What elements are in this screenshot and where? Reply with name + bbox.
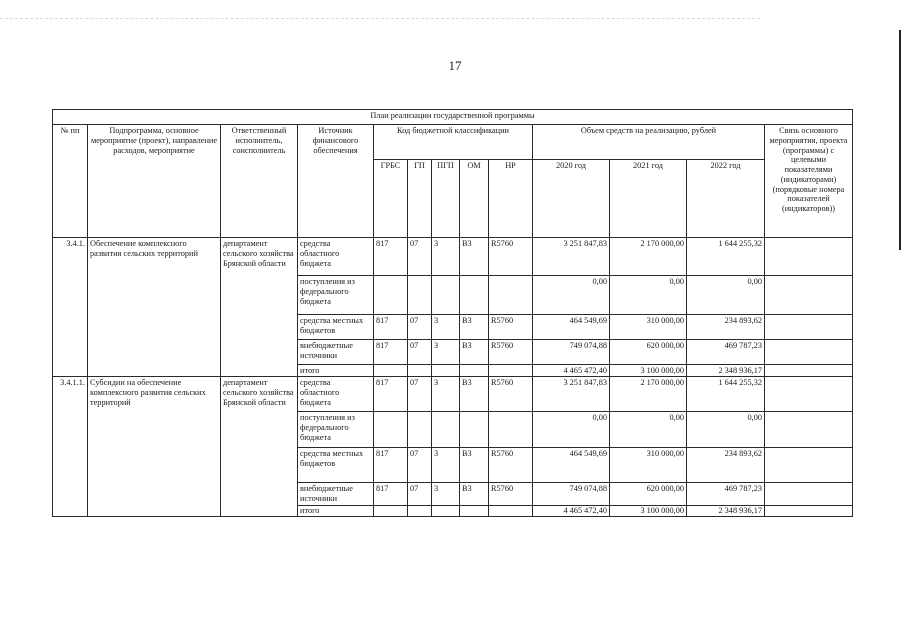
header-link: Связь основного мероприятия, проекта (программы) с целевыми показателями (индикаторами) (порядковые номера показателей (индикаторов)) — [765, 125, 853, 238]
cell-np — [489, 506, 533, 517]
cell-link — [765, 365, 853, 377]
cell-source: внебюджетные источники — [298, 340, 374, 365]
header-executor: Ответственный исполнитель, соисполнитель — [221, 125, 298, 238]
cell-np — [489, 365, 533, 377]
table-caption: План реализации государственной программы — [53, 110, 853, 125]
header-2022: 2022 год — [687, 160, 765, 238]
cell-2022: 234 893,62 — [687, 448, 765, 483]
row-measure-name: Обеспечение комплексного развития сельских территорий — [88, 238, 221, 377]
cell-np: R5760 — [489, 340, 533, 365]
cell-2020: 464 549,69 — [533, 315, 610, 340]
cell-grbs: 817 — [374, 315, 408, 340]
header-num: № пп — [53, 125, 88, 238]
cell-pgp: 3 — [432, 238, 460, 276]
cell-grbs: 817 — [374, 238, 408, 276]
cell-link — [765, 340, 853, 365]
cell-source: поступления из федерального бюджета — [298, 412, 374, 448]
cell-2021: 2 170 000,00 — [610, 377, 687, 412]
cell-pgp: 3 — [432, 448, 460, 483]
cell-2021: 620 000,00 — [610, 340, 687, 365]
cell-2022: 0,00 — [687, 276, 765, 315]
cell-gp: 07 — [408, 315, 432, 340]
cell-gp: 07 — [408, 238, 432, 276]
cell-gp — [408, 412, 432, 448]
scan-edge-line — [899, 30, 901, 250]
row-num: 3.4.1. — [53, 238, 88, 377]
cell-source: средства областного бюджета — [298, 238, 374, 276]
cell-gp: 07 — [408, 483, 432, 506]
cell-pgp — [432, 412, 460, 448]
cell-np: R5760 — [489, 238, 533, 276]
cell-om: В3 — [460, 377, 489, 412]
cell-2020: 0,00 — [533, 412, 610, 448]
cell-grbs: 817 — [374, 377, 408, 412]
cell-pgp: 3 — [432, 377, 460, 412]
cell-grbs: 817 — [374, 448, 408, 483]
row-measure-name: Субсидии на обеспечение комплексного развития сельских территорий — [88, 377, 221, 517]
row-executor: департамент сельского хозяйства Брянской области — [221, 377, 298, 517]
cell-pgp — [432, 365, 460, 377]
cell-source: средства местных бюджетов — [298, 315, 374, 340]
scan-artifact-line — [0, 18, 760, 19]
cell-2021: 620 000,00 — [610, 483, 687, 506]
cell-om: В3 — [460, 238, 489, 276]
cell-grbs — [374, 412, 408, 448]
cell-gp: 07 — [408, 448, 432, 483]
cell-source: средства местных бюджетов — [298, 448, 374, 483]
cell-om: В3 — [460, 483, 489, 506]
cell-om — [460, 365, 489, 377]
cell-link — [765, 276, 853, 315]
cell-2020: 4 465 472,40 — [533, 506, 610, 517]
cell-link — [765, 315, 853, 340]
cell-2020: 749 074,88 — [533, 483, 610, 506]
cell-source: внебюджетные источники — [298, 483, 374, 506]
cell-2022: 1 644 255,32 — [687, 377, 765, 412]
cell-2020: 3 251 847,83 — [533, 377, 610, 412]
cell-link — [765, 506, 853, 517]
cell-2021: 3 100 000,00 — [610, 365, 687, 377]
row-num: 3.4.1.1. — [53, 377, 88, 517]
cell-pgp: 3 — [432, 483, 460, 506]
header-subprogram: Подпрограмма, основное мероприятие (проект), направление расходов, мероприятие — [88, 125, 221, 238]
cell-2022: 2 348 936,17 — [687, 365, 765, 377]
cell-link — [765, 448, 853, 483]
cell-link — [765, 483, 853, 506]
cell-link — [765, 377, 853, 412]
cell-pgp — [432, 506, 460, 517]
cell-2021: 0,00 — [610, 412, 687, 448]
cell-grbs: 817 — [374, 340, 408, 365]
header-2021: 2021 год — [610, 160, 687, 238]
cell-2022: 1 644 255,32 — [687, 238, 765, 276]
cell-2021: 0,00 — [610, 276, 687, 315]
cell-gp: 07 — [408, 340, 432, 365]
cell-gp: 07 — [408, 377, 432, 412]
cell-grbs — [374, 365, 408, 377]
cell-2022: 234 893,62 — [687, 315, 765, 340]
cell-2022: 469 787,23 — [687, 340, 765, 365]
cell-2020: 749 074,88 — [533, 340, 610, 365]
cell-om — [460, 412, 489, 448]
cell-om: В3 — [460, 448, 489, 483]
cell-np: R5760 — [489, 483, 533, 506]
cell-np: R5760 — [489, 315, 533, 340]
header-pgp: ПГП — [432, 160, 460, 238]
header-om: ОМ — [460, 160, 489, 238]
plan-table — [52, 109, 853, 517]
cell-np: R5760 — [489, 377, 533, 412]
header-budget-code: Код бюджетной классификации — [374, 125, 533, 160]
cell-link — [765, 238, 853, 276]
cell-om — [460, 276, 489, 315]
cell-source: итого — [298, 506, 374, 517]
header-2020: 2020 год — [533, 160, 610, 238]
cell-2022: 0,00 — [687, 412, 765, 448]
header-gp: ГП — [408, 160, 432, 238]
cell-source: средства областного бюджета — [298, 377, 374, 412]
cell-source: итого — [298, 365, 374, 377]
cell-om: В3 — [460, 340, 489, 365]
cell-2020: 464 549,69 — [533, 448, 610, 483]
cell-2020: 4 465 472,40 — [533, 365, 610, 377]
table-row — [53, 377, 853, 412]
cell-2022: 469 787,23 — [687, 483, 765, 506]
cell-2020: 0,00 — [533, 276, 610, 315]
cell-grbs — [374, 506, 408, 517]
cell-2021: 2 170 000,00 — [610, 238, 687, 276]
cell-gp — [408, 506, 432, 517]
cell-gp — [408, 276, 432, 315]
cell-link — [765, 412, 853, 448]
cell-2021: 3 100 000,00 — [610, 506, 687, 517]
cell-pgp: 3 — [432, 315, 460, 340]
cell-2022: 2 348 936,17 — [687, 506, 765, 517]
page-number: 17 — [448, 58, 462, 73]
cell-2021: 310 000,00 — [610, 315, 687, 340]
cell-pgp: 3 — [432, 340, 460, 365]
cell-np — [489, 276, 533, 315]
header-grbs: ГРБС — [374, 160, 408, 238]
cell-np — [489, 412, 533, 448]
cell-np: R5760 — [489, 448, 533, 483]
row-executor: департамент сельского хозяйства Брянской области — [221, 238, 298, 377]
table-row — [53, 238, 853, 276]
cell-om: В3 — [460, 315, 489, 340]
cell-grbs: 817 — [374, 483, 408, 506]
header-volume: Объем средств на реализацию, рублей — [533, 125, 765, 160]
cell-source: поступления из федерального бюджета — [298, 276, 374, 315]
cell-2020: 3 251 847,83 — [533, 238, 610, 276]
cell-om — [460, 506, 489, 517]
cell-gp — [408, 365, 432, 377]
header-source: Источник финансового обеспечения — [298, 125, 374, 238]
cell-grbs — [374, 276, 408, 315]
cell-pgp — [432, 276, 460, 315]
header-np: НР — [489, 160, 533, 238]
cell-2021: 310 000,00 — [610, 448, 687, 483]
